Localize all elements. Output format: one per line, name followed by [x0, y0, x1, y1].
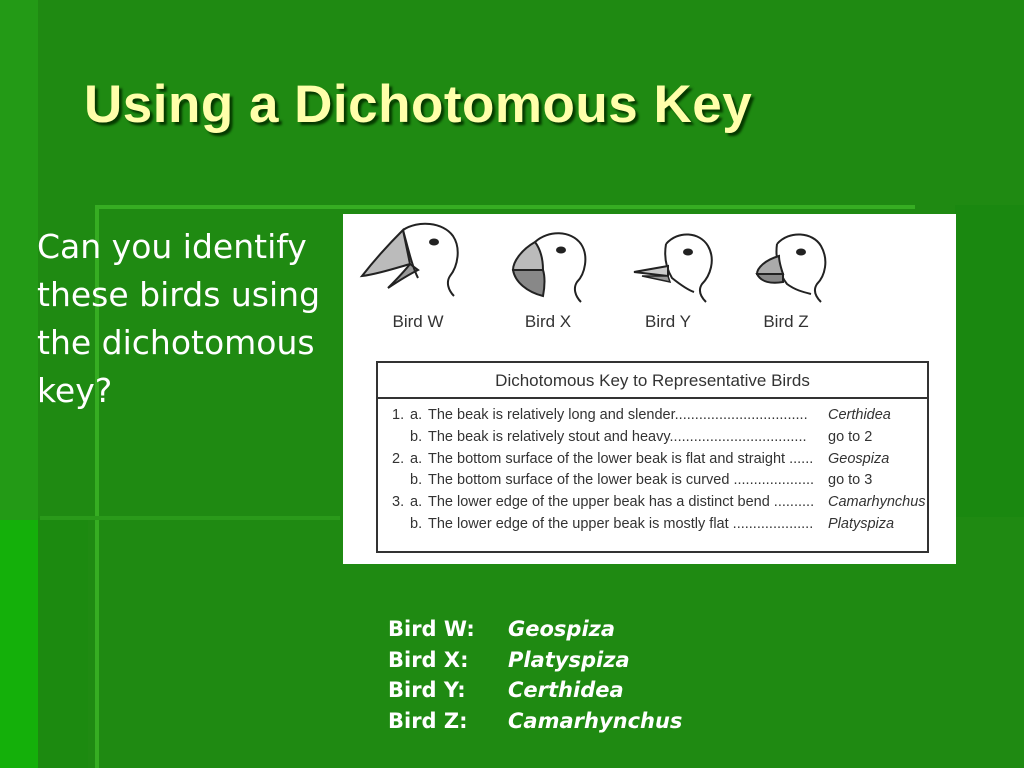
key-row [392, 405, 927, 427]
key-choice-letter: b. [410, 428, 423, 445]
answer-row [388, 614, 682, 645]
key-result: Geospiza [828, 450, 890, 467]
answer-list [388, 614, 682, 736]
key-choice-letter: a. [410, 407, 423, 423]
answer-genus: Geospiza [508, 617, 616, 641]
key-result: Platyspiza [828, 515, 895, 532]
slide-title: Using a Dichotomous Key [84, 75, 753, 134]
key-choice-letter: b. [410, 515, 423, 532]
answer-bird-label: Bird Y: [388, 678, 466, 702]
key-row [392, 492, 927, 514]
bird-w-label: Bird W [392, 312, 444, 331]
question-text: Can you identify these birds using the dichotomous key? [37, 227, 321, 410]
bird-z-label: Bird Z [763, 312, 809, 331]
key-result: go to 2 [828, 428, 873, 445]
key-description: The bottom surface of the lower beak is curved .................... [428, 472, 815, 489]
key-step-number: 3. [392, 494, 405, 511]
key-step-number [392, 470, 410, 492]
background-stripe [38, 518, 88, 768]
bird-y-head-drawing [628, 224, 718, 304]
key-result: Certhidea [828, 407, 891, 423]
answer-genus: Platyspiza [508, 647, 630, 672]
dichotomous-key-table [376, 361, 929, 553]
answer-bird-label: Bird X: [388, 647, 469, 672]
key-step-number [392, 427, 410, 449]
key-result: go to 3 [828, 472, 873, 489]
key-row [392, 449, 927, 471]
key-step-number: 2. [392, 450, 405, 467]
key-step-number [392, 514, 410, 536]
key-choice-letter: a. [410, 494, 423, 511]
key-description: The beak is relatively stout and heavy.................................. [428, 428, 807, 445]
key-row [392, 470, 927, 492]
bird-x-head-drawing [503, 224, 593, 304]
answer-genus: Camarhynchus [508, 708, 683, 733]
bird-x-label: Bird X [524, 312, 572, 331]
bird-key-figure [343, 214, 956, 564]
key-description: The lower edge of the upper beak is mostly flat .................... [428, 515, 814, 532]
answer-genus: Certhidea [508, 678, 624, 702]
bird-z-head-drawing [743, 224, 833, 304]
background-stripe [0, 520, 40, 768]
key-choice-letter: a. [410, 450, 423, 467]
key-row [392, 514, 927, 536]
background-line [40, 516, 340, 520]
key-header: Dichotomous Key to Representative Birds [378, 363, 927, 399]
answer-bird-label: Bird W: [388, 617, 475, 641]
answer-row [388, 675, 682, 706]
bird-y-label: Bird Y [645, 312, 691, 331]
key-description: The beak is relatively long and slender................................. [428, 407, 808, 423]
key-choice-letter: b. [410, 472, 423, 489]
answer-bird-label: Bird Z: [388, 708, 468, 733]
background-line [95, 205, 915, 209]
key-rows [378, 399, 927, 536]
key-row [392, 427, 927, 449]
key-result: Camarhynchus [828, 494, 926, 511]
key-step-number: 1. [392, 407, 405, 423]
bird-w-head-drawing [358, 218, 468, 298]
background-stripe [955, 205, 1024, 517]
key-description: The lower edge of the upper beak has a distinct bend .......... [428, 494, 815, 511]
key-description: The bottom surface of the lower beak is flat and straight ...... [428, 450, 814, 467]
answer-row [388, 706, 682, 737]
answer-row [388, 645, 682, 676]
